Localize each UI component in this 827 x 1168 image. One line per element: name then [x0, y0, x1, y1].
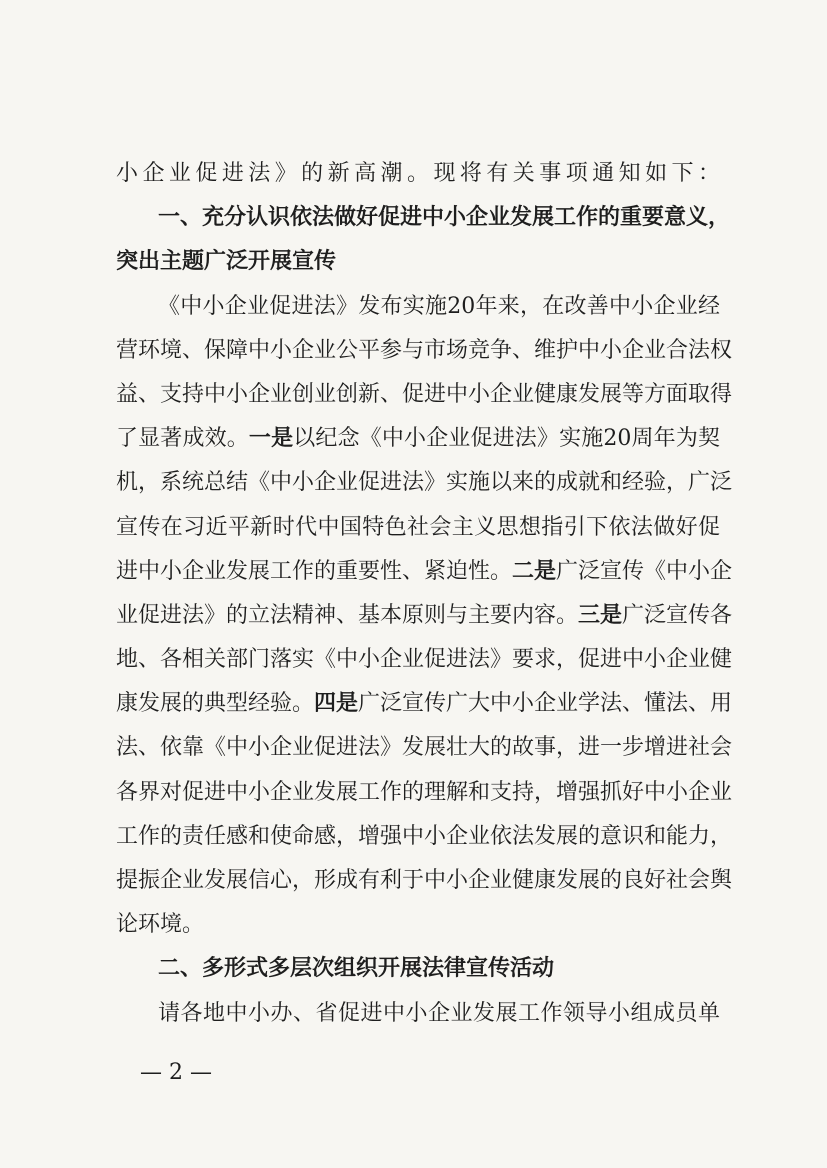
body-line: [116, 903, 720, 947]
body-text: 地、各相关部门落实《中小企业促进法》要求，促进中小企业健: [116, 647, 733, 673]
section1-heading-line1: 一、充分认识依法做好促进中小企业发展工作的重要意义，: [158, 205, 731, 231]
body-text: 宣传在习近平新时代中国特色社会主义思想指引下依法做好促: [116, 514, 720, 540]
body-line: [116, 682, 733, 726]
body-line: [116, 285, 720, 329]
enumerator-bold: 三是: [578, 602, 623, 628]
body-text: 机，系统总结《中小企业促进法》实施以来的成就和经验，广泛: [116, 470, 733, 496]
section2-heading: 二、多形式多层次组织开展法律宣传活动: [158, 956, 555, 982]
body-text: 工作的责任感和使命感，增强中小企业依法发展的意识和能力，: [116, 823, 733, 849]
body-line: [116, 506, 720, 550]
body-line: [116, 726, 733, 770]
body-line: [116, 550, 733, 594]
body-text: 了显著成效。: [116, 426, 249, 452]
section1-heading-line2: 突出主题广泛开展宣传: [116, 249, 337, 275]
body-text: 康发展的典型经验。: [116, 691, 315, 717]
body-text: 广泛宣传各: [622, 602, 733, 628]
body-line: [116, 417, 720, 461]
body-line: [116, 373, 733, 417]
body-text: 业促进法》的立法精神、基本原则与主要内容。: [116, 602, 579, 628]
body-line: [116, 638, 733, 682]
body-line: [116, 859, 733, 903]
enumerator-bold: 二是: [512, 558, 557, 584]
section2-body-line: 请各地中小办、省促进中小企业发展工作领导小组成员单: [158, 1000, 720, 1026]
intro-line: 小企业促进法》的新高潮。现将有关事项通知如下：: [116, 161, 720, 186]
body-text: 法、依靠《中小企业促进法》发展壮大的故事，进一步增进社会: [116, 735, 733, 761]
enumerator-bold: 四是: [314, 691, 359, 717]
body-text: 广泛宣传《中小企: [556, 558, 733, 584]
body-text: 《中小企业促进法》发布实施20年来，在改善中小企业经: [158, 293, 720, 319]
body-text: 论环境。: [116, 912, 205, 938]
document-body: [116, 152, 733, 1036]
body-text: 广泛宣传广大中小企业学法、懂法、用: [358, 691, 733, 717]
body-line: [116, 594, 733, 638]
body-line: [116, 329, 733, 373]
body-text: 以纪念《中小企业促进法》实施20周年为契: [293, 426, 720, 452]
section1-body: [116, 285, 733, 948]
body-line: [116, 771, 733, 815]
body-line: [116, 461, 733, 505]
page-number: — 2 —: [140, 1060, 212, 1085]
body-text: 进中小企业发展工作的重要性、紧迫性。: [116, 558, 513, 584]
body-text: 营环境、保障中小企业公平参与市场竞争、维护中小企业合法权: [116, 337, 733, 363]
body-text: 提振企业发展信心，形成有利于中小企业健康发展的良好社会舆: [116, 868, 733, 893]
body-line: [116, 815, 733, 859]
body-text: 益、支持中小企业创业创新、促进中小企业健康发展等方面取得: [116, 381, 733, 407]
enumerator-bold: 一是: [248, 426, 294, 452]
body-text: 各界对促进中小企业发展工作的理解和支持，增强抓好中小企业: [116, 779, 733, 805]
